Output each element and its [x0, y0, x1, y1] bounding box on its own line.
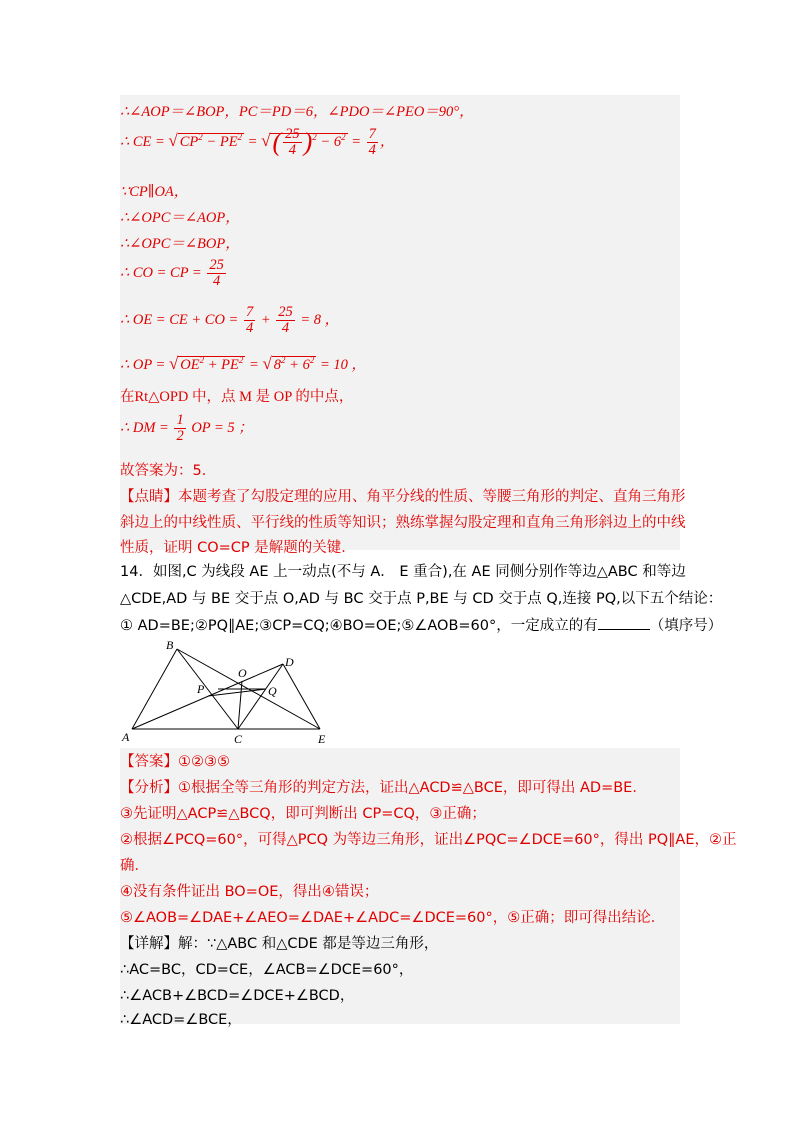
label-q: Q: [268, 684, 277, 698]
solution-line-7: ∴ OE = CE + CO = $\frac{7}{4}$ + $\frac{25}{4}$ = 8 ，: [120, 304, 340, 337]
answer-block: [120, 748, 737, 1028]
solution-line-2: ∴ CE = √ $CP^2 - PE^2$ = √( $\frac{25}{4}$ )$^2 - 6^2$ = $\frac{7}{4}$ ，: [120, 126, 395, 159]
answer-line-7: ⑤∠AOB=∠DAE+∠AEO=∠DAE+∠ADC=∠DCE=60°，⑤正确；即可得出结论．: [120, 910, 666, 926]
solution-line-4: ∴∠OPC＝∠AOP，: [120, 210, 240, 226]
solution-line-3: ∵CP∥OA，: [120, 184, 189, 200]
answer-line-10: ∴∠ACB+∠BCD=∠DCE+∠BCD，: [120, 988, 355, 1004]
solution-line-1: ∴∠AOP＝∠BOP，PC＝PD＝6，∠PDO＝∠PEO＝90°，: [120, 104, 474, 120]
answer-blank: [598, 617, 650, 630]
label-d: D: [285, 655, 294, 669]
label-e: E: [318, 732, 326, 745]
solution-answer: 故答案为：5．: [120, 463, 217, 479]
answer-line-5: 确．: [120, 858, 149, 874]
solution-comment-3: 性质，证明 CO=CP 是解题的关键．: [120, 540, 356, 556]
solution-line-8: ∴ OP = √ $OE^2 + PE^2$ = √ $8^2 + 6^2 = 10$ ，: [120, 354, 366, 373]
segment-ab: [132, 649, 177, 729]
geometry-figure: [120, 637, 340, 745]
answer-line-1: 【答案】①②③⑤: [120, 754, 230, 770]
answer-line-11: ∴∠ACD=∠BCE，: [120, 1012, 242, 1028]
answer-line-4: ②根据∠PCQ=60°，可得△PCQ 为等边三角形，证出∠PQC=∠DCE=60°，得出 PQ∥AE，②正: [120, 832, 737, 848]
question-line-2: △CDE,AD 与 BE 交于点 O,AD 与 BC 交于点 P,BE 与 CD 交于点 Q,连接 PQ,以下五个结论：: [120, 591, 723, 607]
segment-de: [283, 664, 320, 729]
solution-line-6: ∴ CO = CP = $\frac{25}{4}$: [120, 257, 224, 290]
answer-line-9: ∴AC=BC，CD=CE，∠ACB=∠DCE=60°，: [120, 962, 414, 978]
label-a: A: [122, 730, 130, 744]
answer-line-6: ④没有条件证出 BO=OE，得出④错误；: [120, 884, 379, 900]
solution-block: [120, 95, 686, 556]
question-line-1: 14．如图,C 为线段 AE 上一动点(不与 A． E 重合),在 AE 同侧分别作等边△ABC 和等边: [120, 564, 686, 580]
label-p: P: [197, 682, 205, 696]
segment-oc: [238, 681, 242, 729]
answer-line-8: 【详解】解：∵△ABC 和△CDE 都是等边三角形，: [120, 936, 439, 952]
solution-line-5: ∴∠OPC＝∠BOP，: [120, 236, 240, 252]
solution-comment-1: 【点睛】本题考查了勾股定理的应用、角平分线的性质、等腰三角形的判定、直角三角形: [120, 489, 686, 505]
solution-comment-2: 斜边上的中线性质、平行线的性质等知识；熟练掌握勾股定理和直角三角形斜边上的中线: [120, 515, 686, 531]
answer-line-2: 【分析】①根据全等三角形的判定方法，证出△ACD≌△BCE，即可得出 AD=BE．: [120, 780, 647, 796]
label-o: O: [238, 666, 247, 680]
label-c: C: [234, 732, 243, 745]
question-line-3: ① AD=BE;②PQ∥AE;③CP=CQ;④BO=OE;⑤∠AOB=60°，一定成立的有 （填序号）: [120, 618, 723, 634]
label-b: B: [166, 638, 174, 652]
answer-line-3: ③先证明△ACP≌△BCQ，即可判断出 CP=CQ，③正确；: [120, 806, 486, 822]
solution-line-9: 在Rt△OPD 中，点 M 是 OP 的中点，: [120, 389, 354, 405]
solution-line-10: ∴ DM = $\frac{1}{2}$ OP = 5 ；: [120, 412, 253, 445]
